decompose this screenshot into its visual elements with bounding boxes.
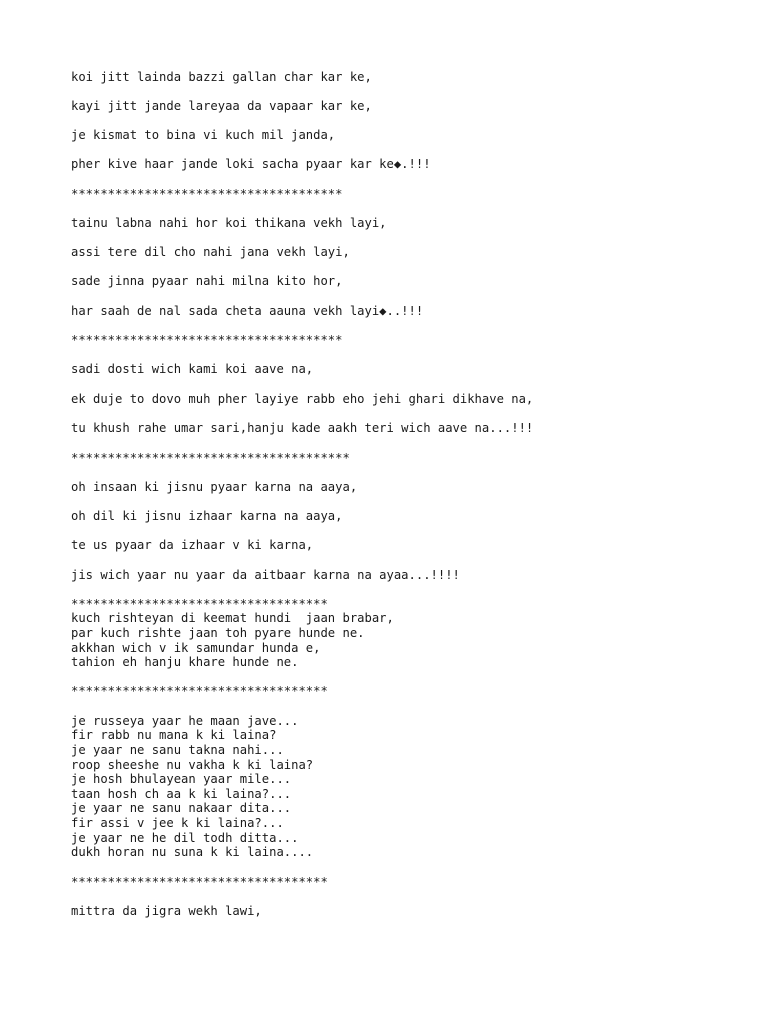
text-line: jis wich yaar nu yaar da aitbaar karna na ayaa...!!!! <box>71 568 460 582</box>
text-line: je yaar ne sanu takna nahi... <box>71 743 284 757</box>
separator-line: *********************************** <box>71 684 328 698</box>
text-line: je kismat to bina vi kuch mil janda, <box>71 128 336 142</box>
separator-line: ************************************** <box>71 451 350 465</box>
text-line: par kuch rishte jaan toh pyare hunde ne. <box>71 626 365 640</box>
text-line: je hosh bhulayean yaar mile... <box>71 772 292 786</box>
text-line: akkhan wich v ik samundar hunda e, <box>71 641 321 655</box>
text-line: fir assi v jee k ki laina?... <box>71 816 284 830</box>
text-line: roop sheeshe nu vakha k ki laina? <box>71 758 314 772</box>
text-line: je yaar ne he dil todh ditta... <box>71 831 299 845</box>
text-line: assi tere dil cho nahi jana vekh layi, <box>71 245 350 259</box>
text-line: sadi dosti wich kami koi aave na, <box>71 362 314 376</box>
separator-line: ************************************* <box>71 333 343 347</box>
text-line: je yaar ne sanu nakaar dita... <box>71 801 292 815</box>
text-line: oh insaan ki jisnu pyaar karna na aaya, <box>71 480 358 494</box>
text-line: tainu labna nahi hor koi thikana vekh layi, <box>71 216 387 230</box>
text-line: tahion eh hanju khare hunde ne. <box>71 655 299 669</box>
separator-line: ************************************* <box>71 187 343 201</box>
text-line: fir rabb nu mana k ki laina? <box>71 728 277 742</box>
text-line: tu khush rahe umar sari,hanju kade aakh teri wich aave na...!!! <box>71 421 534 435</box>
text-line: pher kive haar jande loki sacha pyaar kar ke◆.!!! <box>71 157 431 171</box>
text-line: taan hosh ch aa k ki laina?... <box>71 787 292 801</box>
text-line: sade jinna pyaar nahi milna kito hor, <box>71 274 343 288</box>
text-line: je russeya yaar he maan jave... <box>71 714 299 728</box>
text-line: koi jitt lainda bazzi gallan char kar ke, <box>71 70 372 84</box>
text-line: kayi jitt jande lareyaa da vapaar kar ke, <box>71 99 372 113</box>
text-line: kuch rishteyan di keemat hundi jaan brabar, <box>71 611 394 625</box>
text-line: dukh horan nu suna k ki laina.... <box>71 845 314 859</box>
separator-line: *********************************** <box>71 597 328 611</box>
text-line: har saah de nal sada cheta aauna vekh layi◆..!!! <box>71 304 424 318</box>
text-line: oh dil ki jisnu izhaar karna na aaya, <box>71 509 343 523</box>
text-line: ek duje to dovo muh pher layiye rabb eho jehi ghari dikhave na, <box>71 392 534 406</box>
text-line: mittra da jigra wekh lawi, <box>71 904 262 918</box>
separator-line: *********************************** <box>71 875 328 889</box>
text-line: te us pyaar da izhaar v ki karna, <box>71 538 314 552</box>
